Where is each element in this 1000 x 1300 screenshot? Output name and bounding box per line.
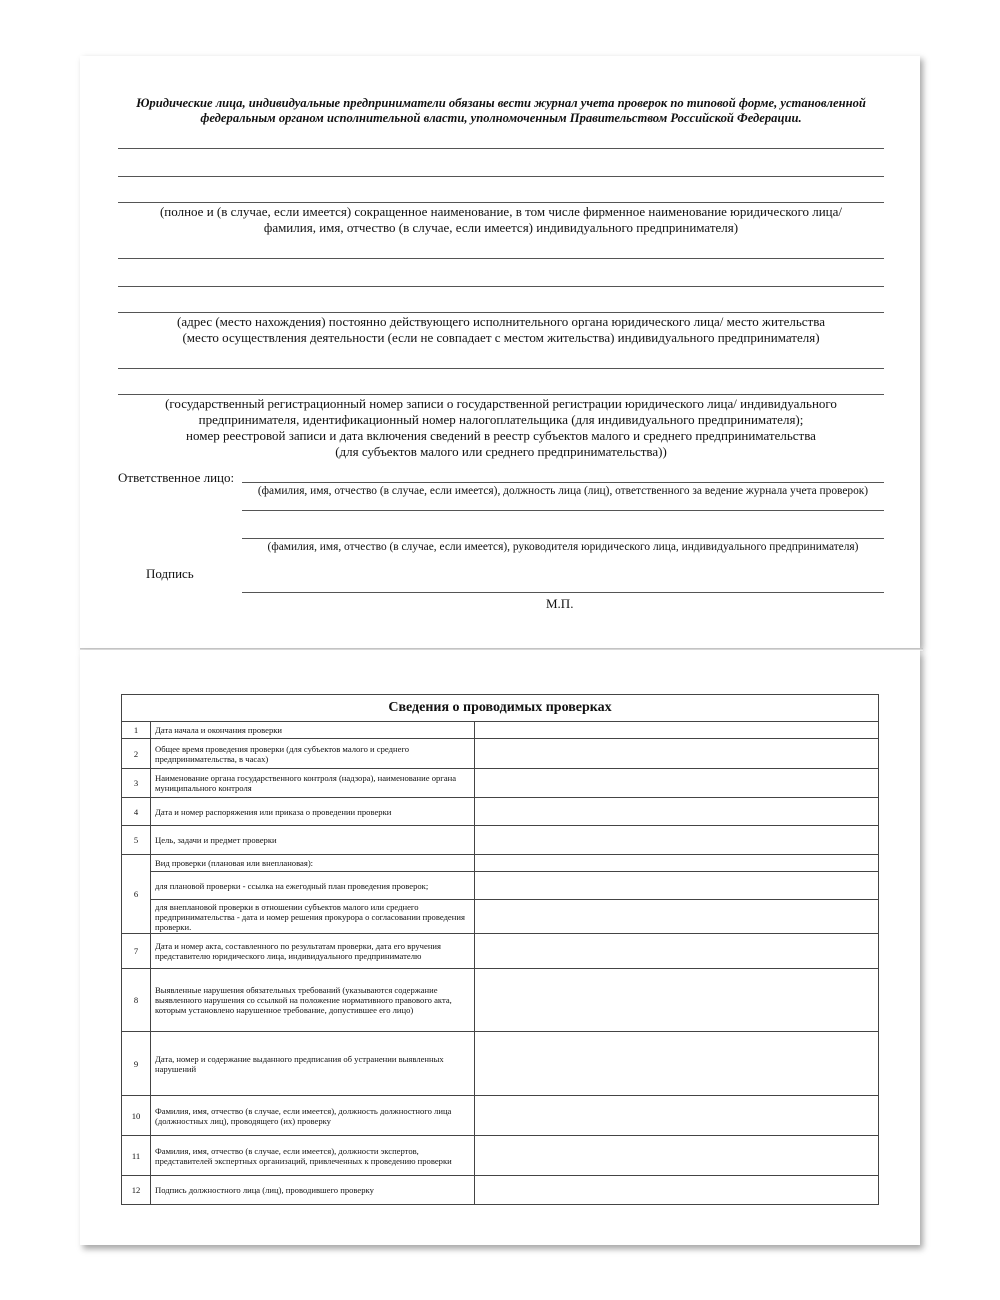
table-row (122, 798, 879, 826)
row-label: Дата начала и окончания проверки (151, 722, 475, 739)
responsible-label: Ответственное лицо: (118, 470, 235, 485)
row-value[interactable] (475, 934, 879, 969)
row-value[interactable] (475, 1136, 879, 1176)
row-sublabel-planned: для плановой проверки - ссылка на ежегодный план проведения проверок; (151, 872, 475, 900)
table-subrow (122, 872, 879, 900)
head-line-1 (242, 510, 884, 511)
row-label: Цель, задачи и предмет проверки (151, 826, 475, 855)
row-label: Дата и номер акта, составленного по результатам проверки, дата его вручения представителю юридического лица, индивидуального предпринимателю (151, 934, 475, 969)
row-label: Подпись должностного лица (лиц), проводившего проверку (151, 1176, 475, 1205)
table-row (122, 1032, 879, 1096)
table-title: Сведения о проводимых проверках (122, 695, 879, 722)
row-value[interactable] (475, 769, 879, 798)
reg-caption-line-2: предпринимателя, идентификационный номер налогоплательщика (для индивидуального предпринимателя); (198, 412, 804, 427)
inspections-table (121, 694, 879, 1205)
address-caption-line-1: (адрес (место нахождения) постоянно действующего исполнительного органа юридического лица/ место жительства (177, 314, 825, 329)
table-row (122, 855, 879, 872)
registration-caption (110, 396, 892, 460)
row-label: Общее время проведения проверки (для субъектов малого и среднего предпринимательства, в часах) (151, 739, 475, 769)
responsible-caption: (фамилия, имя, отчество (в случае, если имеется), должность лица (лиц), ответственного за ведение журнала учета проверок) (257, 485, 869, 497)
row-number: 4 (122, 798, 151, 826)
journal-cover-page (80, 56, 920, 648)
address-caption-line-2: (место осуществления деятельности (если не совпадает с местом жительства) индивидуального предпринимателя) (182, 330, 820, 345)
table-row (122, 1176, 879, 1205)
name-caption-line-1: (полное и (в случае, если имеется) сокращенное наименование, в том числе фирменное наименование юридического лица/ (159, 204, 843, 219)
legal-notice: Юридические лица, индивидуальные предприниматели обязаны вести журнал учета проверок по типовой форме, установленной федеральным органом исполнительной власти, уполномоченным Правительством Российской Федерации. (136, 96, 866, 125)
row-label: Выявленные нарушения обязательных требований (указываются содержание выявленного нарушения со ссылкой на положение нормативного правового акта, которым установлено нарушенное требование, допустившее его лицо) (151, 969, 475, 1032)
row-value[interactable] (475, 798, 879, 826)
signature-label: Подпись (146, 566, 194, 581)
reg-caption-line-1: (государственный регистрационный номер записи о государственной регистрации юридического лица/ индивидуального (165, 396, 837, 411)
row-number: 11 (122, 1136, 151, 1176)
row-number: 6 (122, 855, 151, 934)
row-value[interactable] (475, 900, 879, 934)
head-caption: (фамилия, имя, отчество (в случае, если имеется), руководителя юридического лица, индивидуального предпринимателя) (267, 541, 859, 553)
name-caption (110, 204, 892, 236)
table-row (122, 769, 879, 798)
row-number: 8 (122, 969, 151, 1032)
row-label: Дата, номер и содержание выданного предписания об устранении выявленных нарушений (151, 1032, 475, 1096)
row-number: 2 (122, 739, 151, 769)
stamp-label: М.П. (546, 596, 574, 611)
table-row (122, 1136, 879, 1176)
head-line-2 (242, 538, 884, 539)
address-line-1 (118, 258, 884, 259)
row-value[interactable] (475, 1032, 879, 1096)
row-label: Дата и номер распоряжения или приказа о проведении проверки (151, 798, 475, 826)
row-number: 5 (122, 826, 151, 855)
row-number: 3 (122, 769, 151, 798)
row-value[interactable] (475, 969, 879, 1032)
row-value[interactable] (475, 1096, 879, 1136)
responsible-line (242, 482, 884, 483)
address-line-3 (118, 312, 884, 313)
row-number: 10 (122, 1096, 151, 1136)
row-value[interactable] (475, 739, 879, 769)
table-row (122, 826, 879, 855)
table-row (122, 969, 879, 1032)
table-row (122, 722, 879, 739)
reg-line-1 (118, 368, 884, 369)
name-caption-line-2: фамилия, имя, отчество (в случае, если имеется) индивидуального предпринимателя) (263, 220, 739, 235)
address-line-2 (118, 286, 884, 287)
reg-line-2 (118, 394, 884, 395)
row-number: 9 (122, 1032, 151, 1096)
name-line-3 (118, 202, 884, 203)
address-caption (110, 314, 892, 346)
row-label: Фамилия, имя, отчество (в случае, если имеется), должность должностного лица (должностных лиц), проводящего (их) проверку (151, 1096, 475, 1136)
row-value[interactable] (475, 872, 879, 900)
name-line-2 (118, 176, 884, 177)
row-label: Наименование органа государственного контроля (надзора), наименование органа муниципального контроля (151, 769, 475, 798)
reg-caption-line-4: (для субъектов малого или среднего предпринимательства)) (335, 444, 667, 459)
table-title-row (122, 695, 879, 722)
row-number: 12 (122, 1176, 151, 1205)
row-label: Фамилия, имя, отчество (в случае, если имеется), должности экспертов, представителей экспертных организаций, привлеченных к проведению проверки (151, 1136, 475, 1176)
row-value[interactable] (475, 855, 879, 872)
row-value[interactable] (475, 826, 879, 855)
inspections-page (80, 650, 920, 1245)
row-number: 1 (122, 722, 151, 739)
row-sublabel-unplanned: для внеплановой проверки в отношении субъектов малого или среднего предпринимательства - дата и номер решения прокурора о согласовании проведения проверки. (151, 900, 475, 934)
table-row (122, 739, 879, 769)
name-line-1 (118, 148, 884, 149)
table-row (122, 1096, 879, 1136)
signature-line (242, 592, 884, 593)
row-value[interactable] (475, 1176, 879, 1205)
row-value[interactable] (475, 722, 879, 739)
row-number: 7 (122, 934, 151, 969)
row-label: Вид проверки (плановая или внеплановая): (151, 855, 475, 872)
table-row (122, 934, 879, 969)
table-subrow (122, 900, 879, 934)
reg-caption-line-3: номер реестровой записи и дата включения сведений в реестр субъектов малого и среднего предпринимательства (186, 428, 816, 443)
